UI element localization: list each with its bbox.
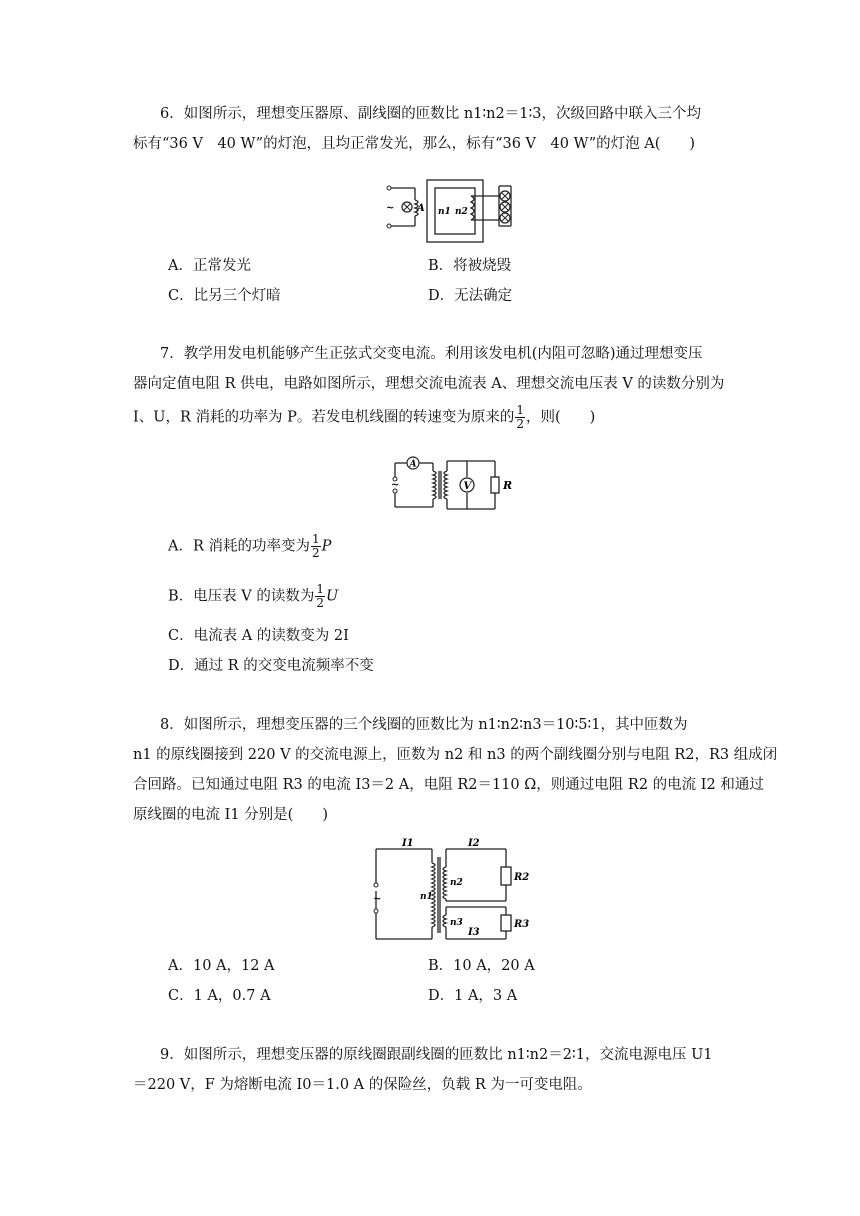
q7-option-b: B．电压表 V 的读数为 $\frac{1}{2}$ U [168, 582, 339, 610]
q8-line-3: 合回路。已知通过电阻 R3 的电流 I3＝2 A，电阻 R2＝110 Ω，则通过电阻 R2 的电流 I2 和通过 [133, 777, 764, 793]
q7-fraction: $\frac{1}{2}$ [516, 403, 524, 431]
q7-voltmeter-label: V [463, 481, 472, 492]
q6-option-d: D．无法确定 [428, 288, 513, 304]
q6-circuit-diagram [385, 178, 525, 244]
q6-option-b: B．将被烧毁 [428, 258, 512, 274]
q9-line-1: 9．如图所示，理想变压器的原线圈跟副线圈的匝数比 n1∶n2＝2∶1，交流电源电压 U1 [160, 1047, 713, 1063]
q7-line-1: 7．教学用发电机能够产生正弦式交变电流。利用该发电机(内阻可忽略)通过理想变压 [160, 346, 703, 362]
q7-option-b-fraction: $\frac{1}{2}$ [316, 582, 324, 610]
q6-option-a: A．正常发光 [168, 258, 251, 274]
q8-i3-label: I3 [468, 927, 480, 938]
q7-ammeter-label: A [409, 459, 417, 470]
q8-n3-label: n3 [450, 918, 463, 928]
q7-line-3 [133, 404, 595, 431]
q8-i2-label: I2 [468, 838, 480, 849]
q6-lamp-label: A [417, 203, 425, 214]
q6-lamps-secondary [500, 191, 510, 223]
q7-line-3-text: I、U，R 消耗的功率为 P。若发电机线圈的转速变为原来的 [133, 409, 515, 426]
q6-line-2: 标有“36 V 40 W”的灯泡，且均正常发光，那么，标有“36 V 40 W”的灯泡 A( ) [133, 136, 696, 152]
q8-circuit-diagram [370, 835, 530, 945]
q6-option-c: C．比另三个灯暗 [168, 288, 281, 304]
q7-circuit-diagram [385, 455, 520, 515]
q8-n2-label: n2 [450, 878, 463, 888]
q7-option-d: D．通过 R 的交变电流频率不变 [168, 658, 374, 674]
q7-line-2: 器向定值电阻 R 供电，电路如图所示，理想交流电流表 A、理想交流电压表 V 的读数分别为 [133, 376, 725, 392]
q9-line-2: ＝220 V，F 为熔断电流 I0＝1.0 A 的保险丝，负载 R 为一可变电阻。 [133, 1077, 592, 1093]
q8-option-c: C．1 A，0.7 A [168, 988, 271, 1004]
q8-r2-label: R2 [514, 872, 530, 883]
q7-resistor-label: R [503, 479, 513, 492]
q7-option-c: C．电流表 A 的读数变为 2I [168, 628, 349, 644]
q8-line-1: 8．如图所示，理想变压器的三个线圈的匝数比为 n1∶n2∶n3＝10∶5∶1，其中匝数为 [160, 717, 688, 733]
q8-line-2: n1 的原线圈接到 220 V 的交流电源上，匝数为 n2 和 n3 的两个副线圈分别与电阻 R2，R3 组成闭 [133, 747, 778, 763]
q8-i1-label: I1 [402, 838, 414, 849]
q8-r3-label: R3 [514, 919, 530, 930]
q8-line-4: 原线圈的电流 I1 分别是( ) [133, 807, 328, 823]
q6-source-label: ~ [386, 203, 395, 214]
q7-line-3-end: ，则( ) [525, 409, 596, 426]
q8-source-label: ~ [373, 894, 382, 905]
q6-n1-label: n1 [438, 207, 451, 217]
q8-option-b: B．10 A，20 A [428, 958, 535, 974]
q8-option-a: A．10 A，12 A [168, 958, 275, 974]
q6-line-1: 6．如图所示，理想变压器原、副线圈的匝数比 n1∶n2＝1∶3，次级回路中联入三个均 [160, 106, 701, 122]
q6-n2-label: n2 [455, 207, 468, 217]
q7-option-a-fraction: $\frac{1}{2}$ [312, 532, 320, 560]
q7-source-label: ~ [391, 480, 400, 491]
q7-option-a: A．R 消耗的功率变为 $\frac{1}{2}$ P [168, 532, 332, 560]
q8-n1-label: n1 [420, 892, 433, 902]
q8-option-d: D．1 A，3 A [428, 988, 518, 1004]
